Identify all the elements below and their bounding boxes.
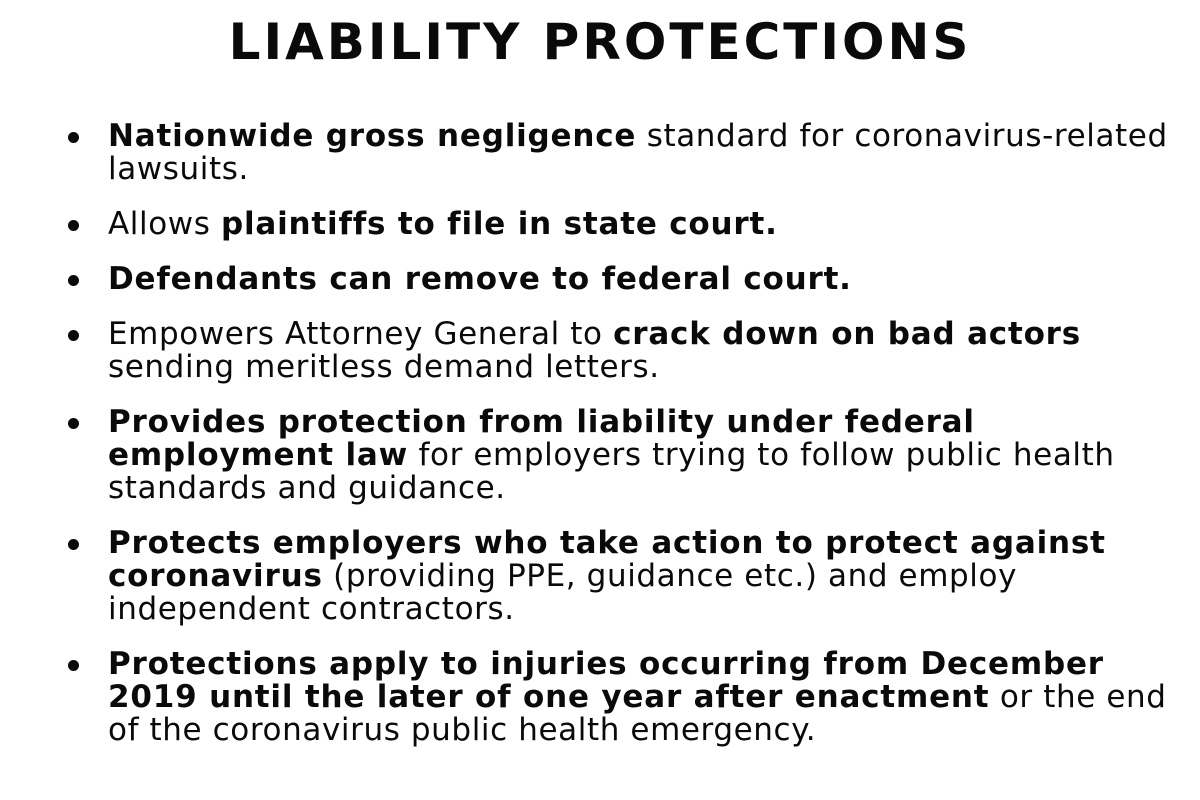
bullet-item — [64, 120, 1174, 186]
bullet-item — [64, 208, 1174, 241]
bullet-dot-icon — [68, 132, 79, 143]
bullet-item — [64, 263, 1174, 296]
bullet-text: (providing PPE, guidance etc.) and employ independent contractors. — [108, 558, 1018, 627]
bullet-dot-icon — [68, 418, 79, 429]
bullet-text: Allows — [108, 206, 221, 242]
bullet-text: sending meritless demand letters. — [108, 349, 660, 385]
bullet-dot-icon — [68, 660, 79, 671]
bullet-item — [64, 318, 1174, 384]
bullet-item — [64, 527, 1174, 626]
bullet-item — [64, 406, 1174, 505]
bullet-list — [64, 120, 1174, 769]
bullet-text-bold: Protects employers who take action to protect against coronavirus — [108, 525, 1106, 594]
bullet-dot-icon — [68, 330, 79, 341]
bullet-text: standard for coronavirus-related lawsuits. — [108, 118, 1168, 187]
bullet-dot-icon — [68, 220, 79, 231]
slide-title: LIABILITY PROTECTIONS — [228, 13, 972, 71]
bullet-text: or the end of the coronavirus public health emergency. — [108, 679, 1167, 748]
bullet-text-bold: Protections apply to injuries occurring from December 2019 until the later of one year after enactment — [108, 646, 1104, 715]
bullet-text-bold: plaintiffs to file in state court. — [220, 206, 778, 242]
bullet-text-bold: Provides protection from liability under federal employment law — [108, 404, 975, 473]
bullet-text: for employers trying to follow public health standards and guidance. — [108, 437, 1115, 506]
bullet-text: Empowers Attorney General to — [108, 316, 614, 352]
bullet-item — [64, 648, 1174, 747]
bullet-dot-icon — [68, 539, 79, 550]
bullet-text-bold: Nationwide gross negligence — [108, 118, 637, 154]
bullet-text-bold: crack down on bad actors — [613, 316, 1082, 352]
bullet-text-bold: Defendants can remove to federal court. — [108, 261, 852, 297]
bullet-dot-icon — [68, 275, 79, 286]
